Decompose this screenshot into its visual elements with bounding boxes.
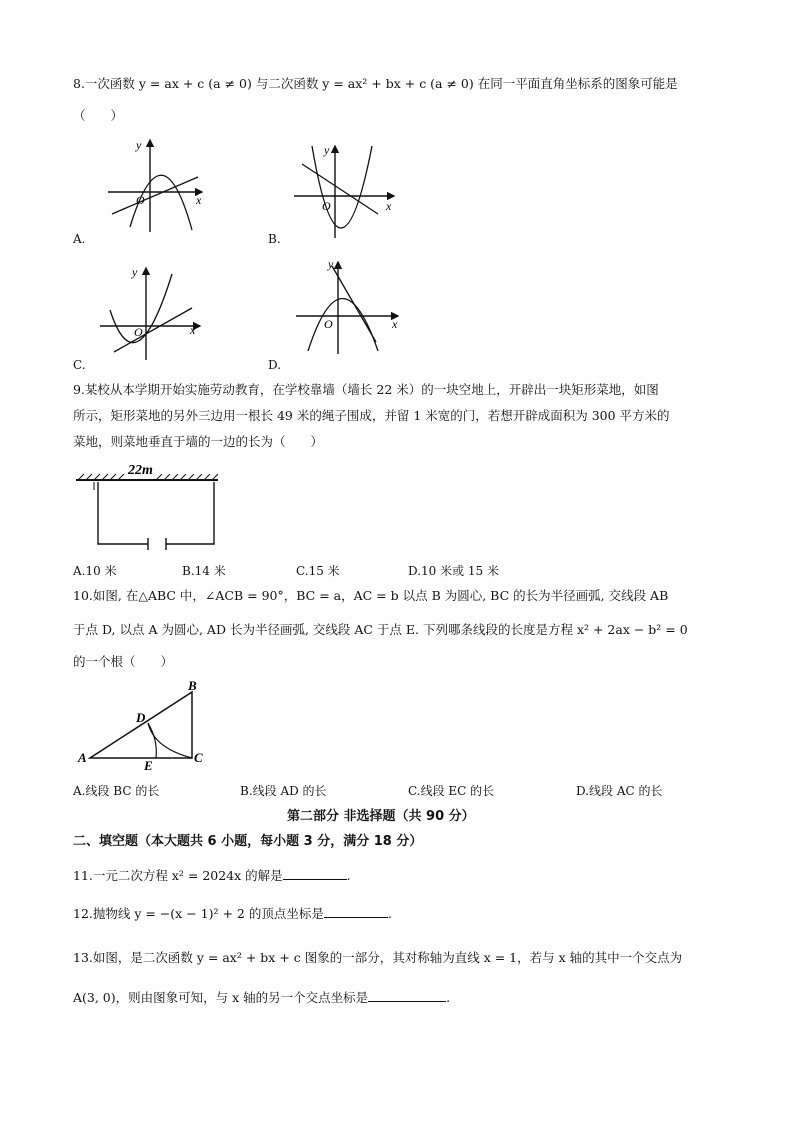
part2-title: 第二部分 非选择题（共 90 分） <box>287 809 475 824</box>
q8-graph-d <box>292 256 404 356</box>
q9-option-a[interactable]: A.10 米 <box>73 564 117 578</box>
q9-line2: 所示，矩形菜地的另外三边用一根长 49 米的绳子围成，并留 1 米宽的门，若想开辟成面积为 300 平方米的 <box>73 408 670 423</box>
q8-option-c[interactable]: C. <box>73 358 86 372</box>
origin-label: O <box>322 199 331 213</box>
q10-figure <box>76 680 216 770</box>
point-d-label: D <box>136 710 146 725</box>
point-b-label: B <box>188 680 197 693</box>
q10-line2: 于点 D, 以点 A 为圆心, AD 长为半径画弧, 交线段 AC 于点 E. 下列哪条线段的长度是方程 x² + 2ax − b² = 0 <box>73 622 688 637</box>
q10-option-c[interactable]: C.线段 EC 的长 <box>408 784 495 798</box>
q11-text: 11.一元二次方程 x² = 2024x 的解是 <box>73 868 283 883</box>
line <box>114 308 192 352</box>
q13-answer-blank[interactable] <box>368 989 446 1002</box>
parabola <box>312 146 372 228</box>
q10-option-b[interactable]: B.线段 AD 的长 <box>240 784 327 798</box>
q12-answer-blank[interactable] <box>324 905 388 918</box>
q11 <box>73 866 351 884</box>
y-label: y <box>324 143 330 157</box>
q8-option-a[interactable]: A. <box>73 232 86 246</box>
y-label: y <box>328 257 334 271</box>
point-e-label: E <box>144 758 153 770</box>
q8-option-b[interactable]: B. <box>268 232 281 246</box>
q10-option-d[interactable]: D.线段 AC 的长 <box>576 784 663 798</box>
q11-answer-blank[interactable] <box>283 867 347 880</box>
q9-figure <box>72 458 222 552</box>
q8-stem: 8.一次函数 y = ax + c (a ≠ 0) 与二次函数 y = ax² + bx + c (a ≠ 0) 在同一平面直角坐标系的图象可能是 <box>73 76 678 91</box>
x-label: x <box>392 317 398 331</box>
parabola <box>308 299 378 352</box>
q11-end: . <box>346 868 351 883</box>
q10-line1: 10.如图, 在△ABC 中，∠ACB = 90°，BC = a，AC = b 以点 B 为圆心, BC 的长为半径画弧, 交线段 AB <box>73 588 669 603</box>
q9-option-b[interactable]: B.14 米 <box>182 564 226 578</box>
q13-line2-wrap <box>73 988 450 1006</box>
x-label: x <box>196 193 202 207</box>
origin-label: O <box>134 325 143 339</box>
garden-bottom-right <box>166 482 214 544</box>
q10-option-a[interactable]: A.线段 BC 的长 <box>73 784 160 798</box>
q12 <box>73 904 392 922</box>
x-label: x <box>386 199 392 213</box>
triangle-abc <box>90 692 192 758</box>
q13-end: . <box>446 990 451 1005</box>
q12-text: 12.抛物线 y = −(x − 1)² + 2 的顶点坐标是 <box>73 906 324 921</box>
x-label: x <box>190 323 196 337</box>
q9-option-c[interactable]: C.15 米 <box>296 564 340 578</box>
q9-line3: 菜地，则菜地垂直于墙的一边的长为（ ） <box>73 434 324 449</box>
y-label: y <box>136 138 142 152</box>
q13-line2: A(3, 0)，则由图象可知，与 x 轴的另一个交点坐标是 <box>73 990 369 1005</box>
q13-line1: 13.如图，是二次函数 y = ax² + bx + c 图象的一部分，其对称轴为直线 x = 1，若与 x 轴的其中一个交点为 <box>73 950 683 965</box>
point-c-label: C <box>194 750 203 765</box>
q8-graph-b <box>290 140 400 240</box>
origin-label: O <box>136 193 145 207</box>
q8-graph-c <box>96 262 206 362</box>
q8-graph-a <box>100 132 210 237</box>
garden-left-bottom <box>98 482 148 544</box>
q12-end: . <box>387 906 392 921</box>
wall-length-label: 22m <box>128 463 153 478</box>
q8-option-d[interactable]: D. <box>268 358 282 372</box>
point-a-label: A <box>78 750 87 765</box>
section-fill-in: 二、填空题（本大题共 6 小题，每小题 3 分，满分 18 分） <box>73 834 423 849</box>
q9-option-d[interactable]: D.10 米或 15 米 <box>408 564 499 578</box>
origin-label: O <box>324 317 333 331</box>
q8-paren: （ ） <box>73 108 124 123</box>
y-label: y <box>132 265 138 279</box>
q9-line1: 9.某校从本学期开始实施劳动教育，在学校靠墙（墙长 22 米）的一块空地上，开辟出一块矩形菜地，如图 <box>73 382 659 397</box>
q10-line3: 的一个根（ ） <box>73 654 174 669</box>
